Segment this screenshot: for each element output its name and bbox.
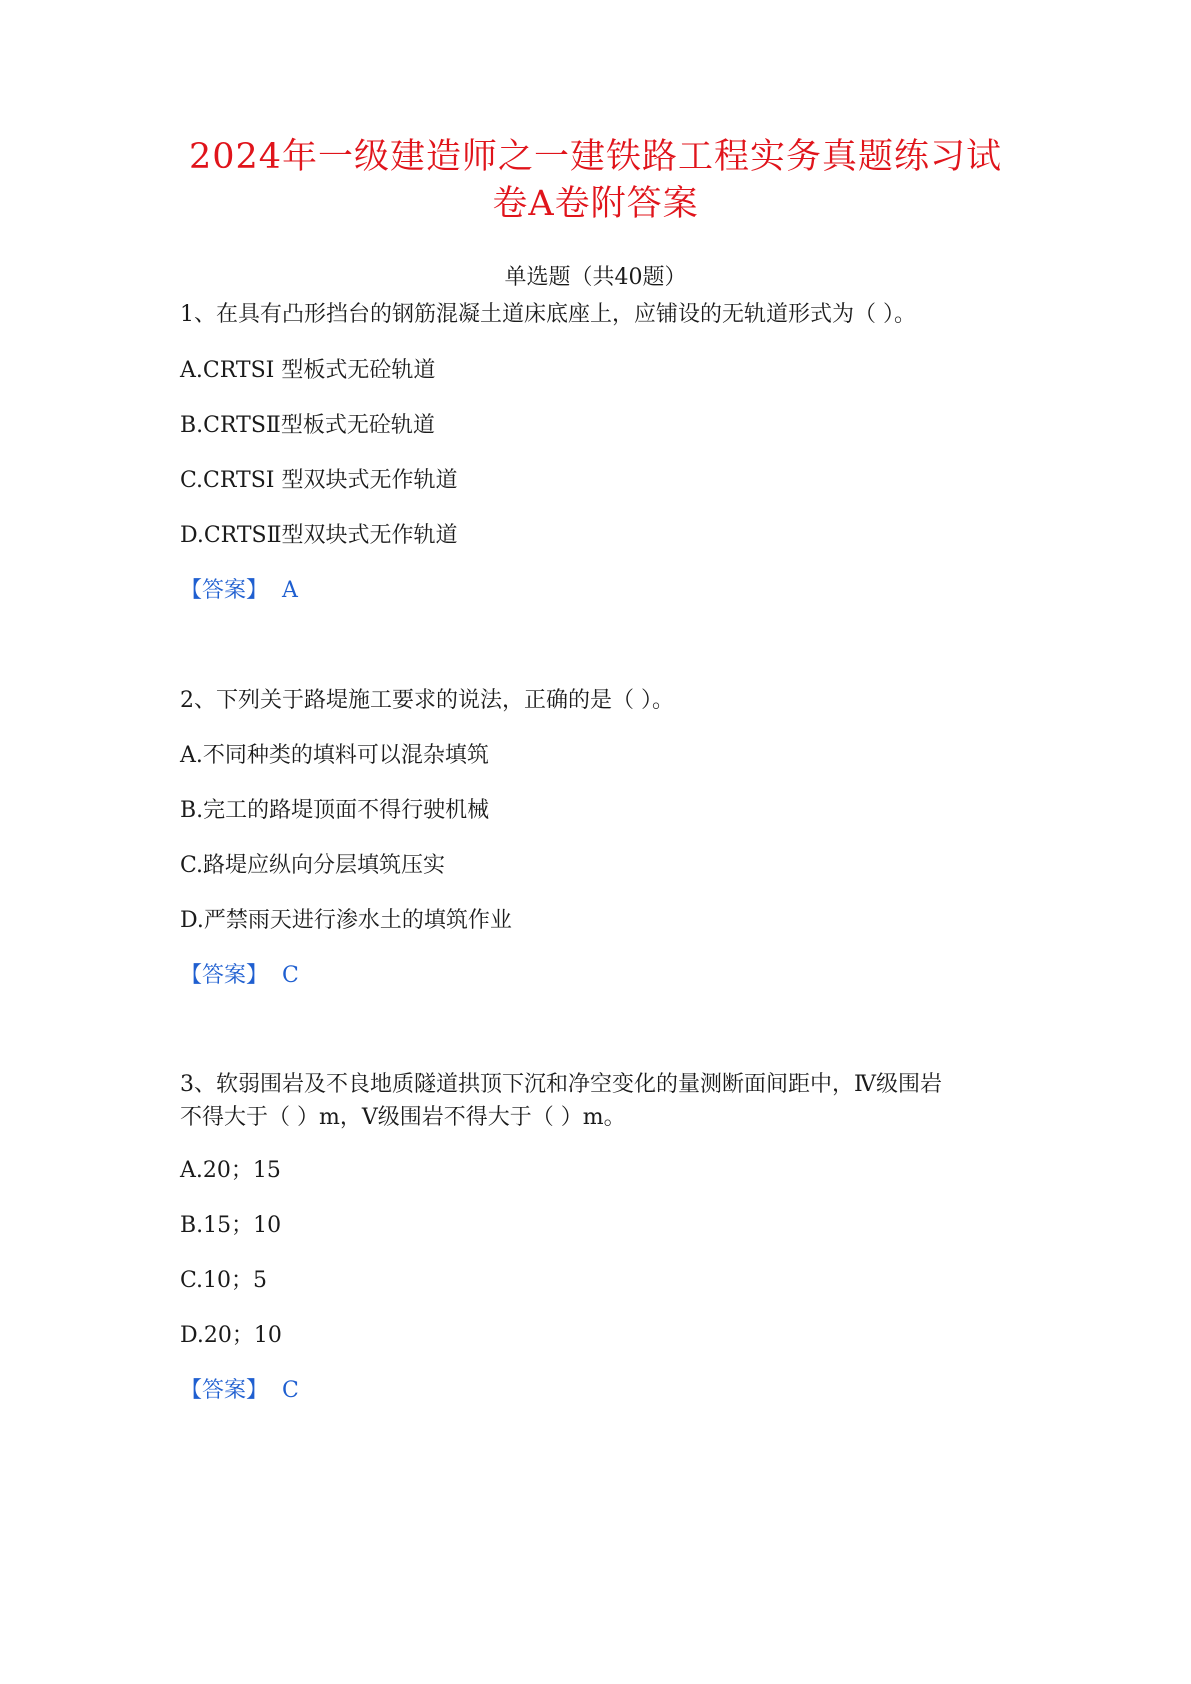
question-1-option-c: C.CRTSI 型双块式无作轨道: [180, 468, 458, 493]
question-2-option-c: C.路堤应纵向分层填筑压实: [180, 853, 446, 878]
document-title-line-2: 卷A卷附答案: [492, 184, 699, 224]
question-1-option-d: D.CRTSⅡ型双块式无作轨道: [180, 523, 458, 548]
question-1-answer: [180, 576, 298, 606]
question-3-option-a: A.20；15: [180, 1158, 281, 1183]
question-3-stem-line-1: 3、软弱围岩及不良地质隧道拱顶下沉和净空变化的量测断面间距中，Ⅳ级围岩: [180, 1072, 942, 1097]
answer-value: C: [282, 963, 299, 988]
answer-label: 【答案】: [180, 1378, 269, 1403]
section-heading: 单选题（共40题）: [504, 265, 687, 290]
answer-value: C: [282, 1378, 299, 1403]
question-2-stem: 2、下列关于路堤施工要求的说法，正确的是（ ）。: [180, 688, 674, 713]
question-2-option-d: D.严禁雨天进行渗水土的填筑作业: [180, 908, 512, 933]
question-3-stem-line-2: 不得大于（ ）m，Ⅴ级围岩不得大于（ ）m。: [180, 1105, 626, 1130]
document-title-line-1: 2024年一级建造师之一建铁路工程实务真题练习试: [188, 137, 1003, 177]
answer-label: 【答案】: [180, 578, 269, 603]
question-2-option-a: A.不同种类的填料可以混杂填筑: [180, 743, 489, 768]
question-3-answer: [180, 1376, 299, 1406]
question-2-option-b: B.完工的路堤顶面不得行驶机械: [180, 798, 490, 823]
question-1-stem: 1、在具有凸形挡台的钢筋混凝土道床底座上，应铺设的无轨道形式为（ ）。: [180, 302, 916, 327]
question-2-answer: [180, 961, 299, 991]
question-3-option-d: D.20；10: [180, 1323, 282, 1348]
question-3-option-b: B.15；10: [180, 1213, 282, 1238]
answer-label: 【答案】: [180, 963, 269, 988]
question-1-option-b: B.CRTSⅡ型板式无砼轨道: [180, 413, 435, 438]
question-3-option-c: C.10；5: [180, 1268, 268, 1293]
answer-value: A: [282, 578, 298, 603]
question-1-option-a: A.CRTSI 型板式无砼轨道: [180, 358, 436, 383]
